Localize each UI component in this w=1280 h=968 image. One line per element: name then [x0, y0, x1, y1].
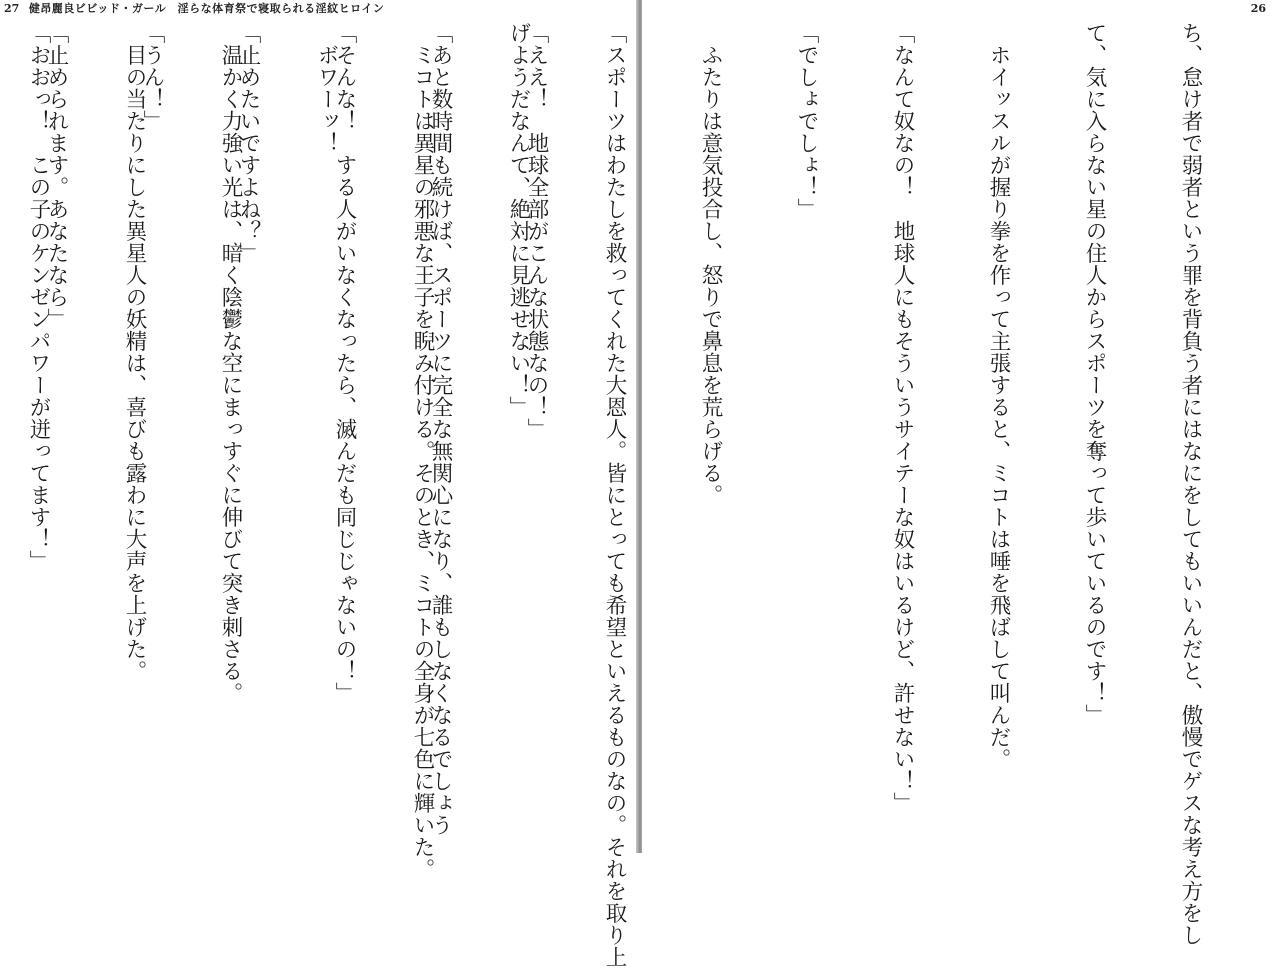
- text-line: 「止めたいですよね？」: [236, 22, 261, 264]
- text-line: 「うん！」: [140, 22, 165, 132]
- text-line: 「でしょでしょ！」: [794, 22, 819, 220]
- text-line: ミコトは異星の邪悪な王子を睨み付ける。そのとき、ミコトの全身が七色に輝いた。: [410, 22, 435, 880]
- text-line: ふたりは意気投合し、怒りで鼻息を荒らげる。: [698, 22, 723, 506]
- text-line: 「なんて奴なの！ 地球人にもそういうサイテーな奴はいるけど、許せない！」: [890, 22, 915, 814]
- text-line: ボワーッ！: [314, 22, 339, 154]
- text-line: 「ええ！ 地球全部がこんな状態なの！」: [524, 22, 549, 440]
- text-line: ち、怠け者で弱者という罪を背負う者にはなにをしてもいいんだと、傲慢でゲスな考え方をし: [1178, 22, 1203, 946]
- right-page-header: [1251, 2, 1272, 16]
- text-line: ホイッスルが握り拳を作って主張すると、ミコトは唾を飛ばして叫んだ。: [986, 22, 1011, 770]
- text-line: 「止められます。あなたなら」: [44, 22, 69, 330]
- text-line: 目の当たりにした異星人の妖精は、喜びも露わに大声を上げた。: [122, 22, 147, 682]
- right-page-number: 26: [1250, 2, 1266, 15]
- running-title: 健昂麗良ビビッド・ガール 淫らな体育祭で寝取られる淫紋ヒロイン: [28, 2, 385, 15]
- left-page-header: [4, 2, 384, 16]
- text-line: て、気に入らない星の住人からスポーツを奪って歩いているのです！」: [1082, 22, 1107, 726]
- text-line: 「おおっ！ この子のケンゼンパワーが迸ってます！」: [26, 22, 51, 572]
- text-line: げようだなんて、絶対に見逃せない！」: [506, 22, 531, 418]
- text-line: 「スポーツはわたしを救ってくれた大恩人。皆にとっても希望といえるものなの。それを取り上: [602, 22, 627, 968]
- text-line: 「そんな！ する人がいなくなったら、滅んだも同じじゃないの！」: [332, 22, 357, 704]
- text-line: 「あと数時間も続けば、スポーツに完全な無関心になり、誰もしなくなるでしょう: [428, 22, 453, 836]
- left-page-number: 27: [4, 2, 20, 15]
- text-line: 温かく力強い光は、暗く陰鬱な空にまっすぐに伸びて突き刺さる。: [218, 22, 243, 704]
